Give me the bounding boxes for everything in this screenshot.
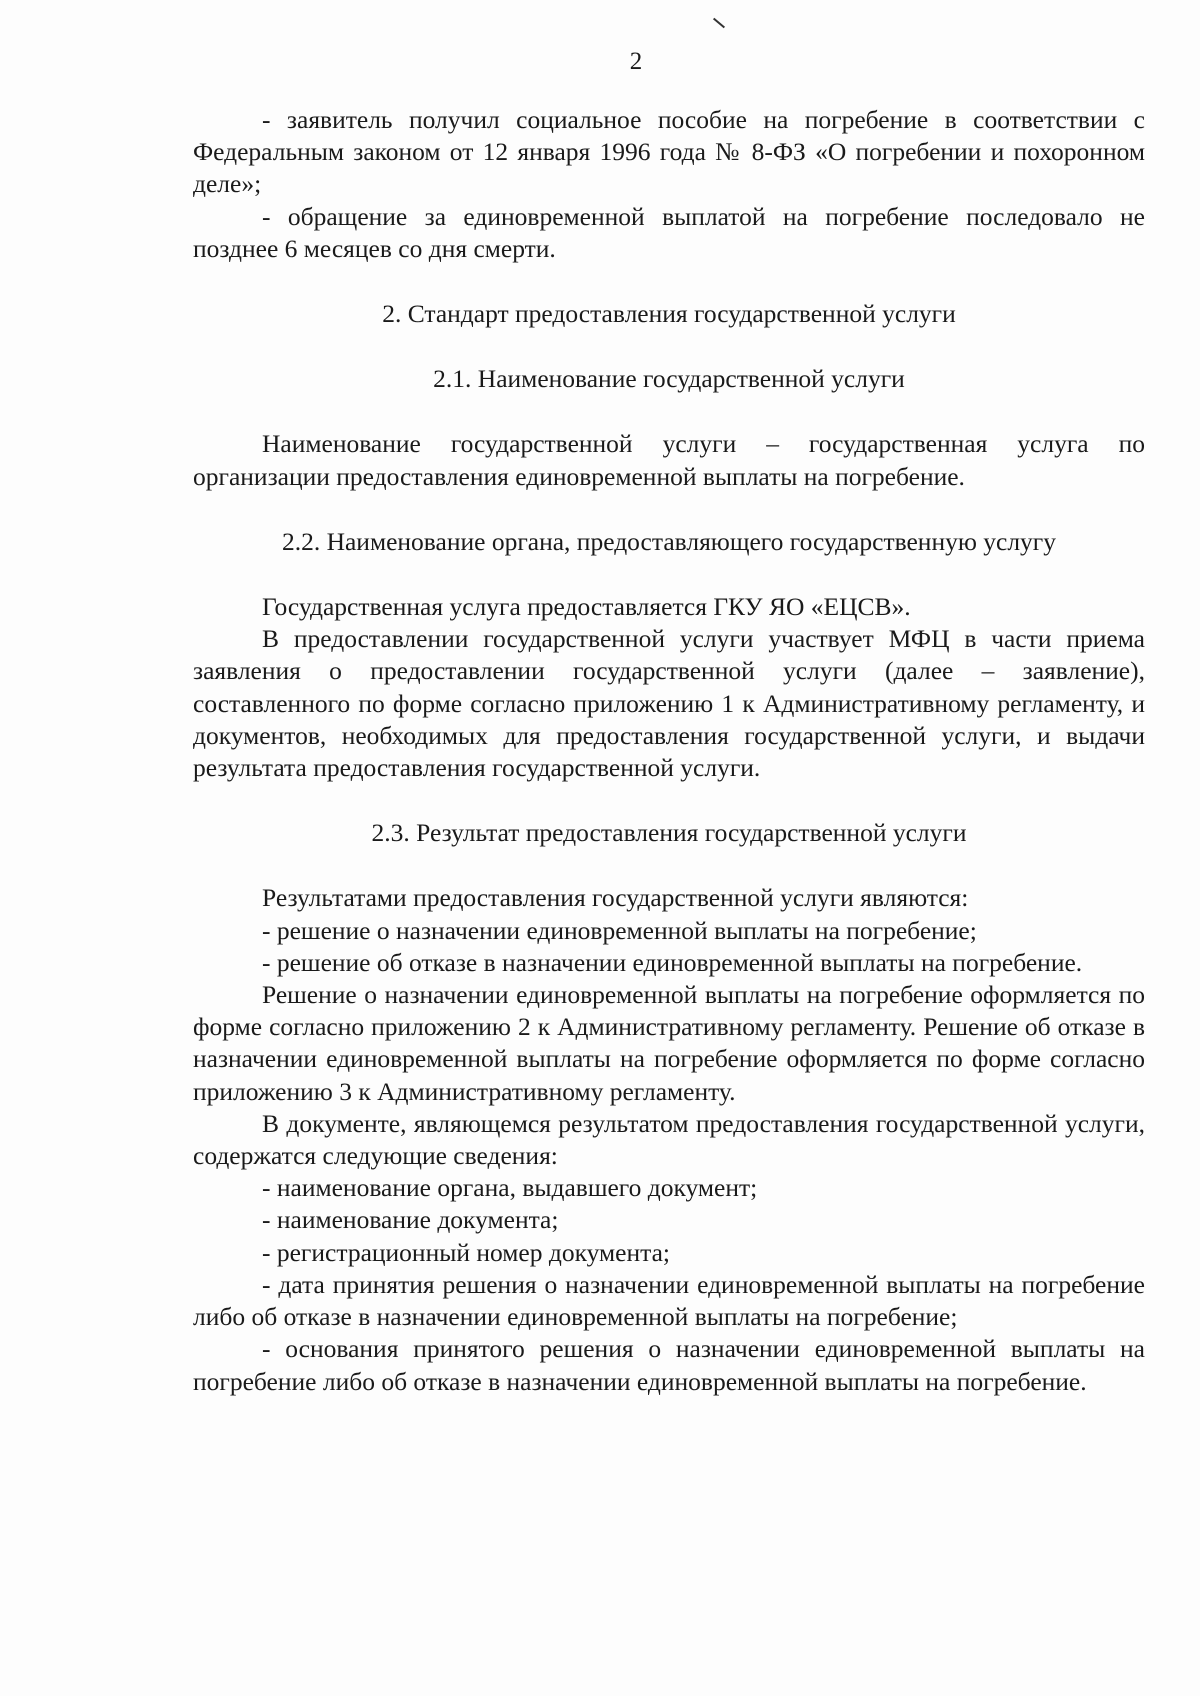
section-spacer	[193, 784, 1145, 817]
paragraph: - регистрационный номер документа;	[262, 1237, 670, 1267]
section-heading: 2.3. Результат предоставления государственной услуги	[371, 818, 967, 848]
section-spacer	[193, 330, 1145, 363]
paragraph: - решение об отказе в назначении единовременной выплаты на погребение.	[262, 947, 1083, 977]
page-number: 2	[629, 48, 643, 75]
paragraph: - обращение за единовременной выплатой на погребение последовало не позднее 6 месяцев со дня смерти.	[193, 201, 1145, 263]
paragraph: - основания принятого решения о назначении единовременной выплаты на погребение либо об отказе в назначении единовременной выплаты на погребение.	[193, 1334, 1145, 1396]
section-spacer	[193, 493, 1145, 526]
paragraph: - наименование документа;	[262, 1205, 559, 1235]
paragraph: Государственная услуга предоставляется ГКУ ЯО «ЕЦСВ».	[262, 592, 911, 622]
paragraph: В документе, являющемся результатом предоставления государственной услуги, содержатся следующие сведения:	[193, 1108, 1145, 1171]
paragraph: Решение о назначении единовременной выплаты на погребение оформляется по форме согласно приложению 2 к Административному регламенту. Решение об отказе в назначении единовременной выплаты на погребение оформляется по форме согласно приложению 3 к Административному регламенту.	[193, 980, 1145, 1106]
paragraph: В предоставлении государственной услуги участвует МФЦ в части приема заявления о предоставлении государственной услуги (далее – заявление), составленного по форме согласно приложению 1 к Административному регламенту, и документов, необходимых для предоставления государственной услуги, и выдачи результата предоставления государственной услуги.	[193, 624, 1145, 783]
paragraph: Наименование государственной услуги – государственная услуга по организации предоставления единовременной выплаты на погребение.	[193, 429, 1145, 491]
paragraph: - заявитель получил социальное пособие на погребение в соответствии с Федеральным законом от 12 января 1996 года № 8-ФЗ «О погребении и похоронном деле»;	[193, 105, 1145, 199]
section-spacer	[193, 849, 1145, 882]
paragraph: - решение о назначении единовременной выплаты на погребение;	[262, 915, 977, 945]
section-spacer	[193, 558, 1145, 591]
section-heading: 2.1. Наименование государственной услуги	[433, 364, 905, 394]
section-heading: 2.2. Наименование органа, предоставляющего государственную услугу	[281, 526, 1057, 556]
section-spacer	[193, 395, 1145, 428]
document-body	[193, 104, 1145, 1398]
section-spacer	[193, 265, 1145, 298]
scan-artifact-mark	[713, 18, 725, 29]
paragraph: Результатами предоставления государственной услуги являются:	[262, 883, 969, 913]
paragraph: - наименование органа, выдавшего документ;	[262, 1173, 758, 1203]
section-heading: 2. Стандарт предоставления государственной услуги	[382, 299, 956, 329]
paragraph: - дата принятия решения о назначении единовременной выплаты на погребение либо об отказе в назначении единовременной выплаты на погребение;	[193, 1269, 1145, 1332]
